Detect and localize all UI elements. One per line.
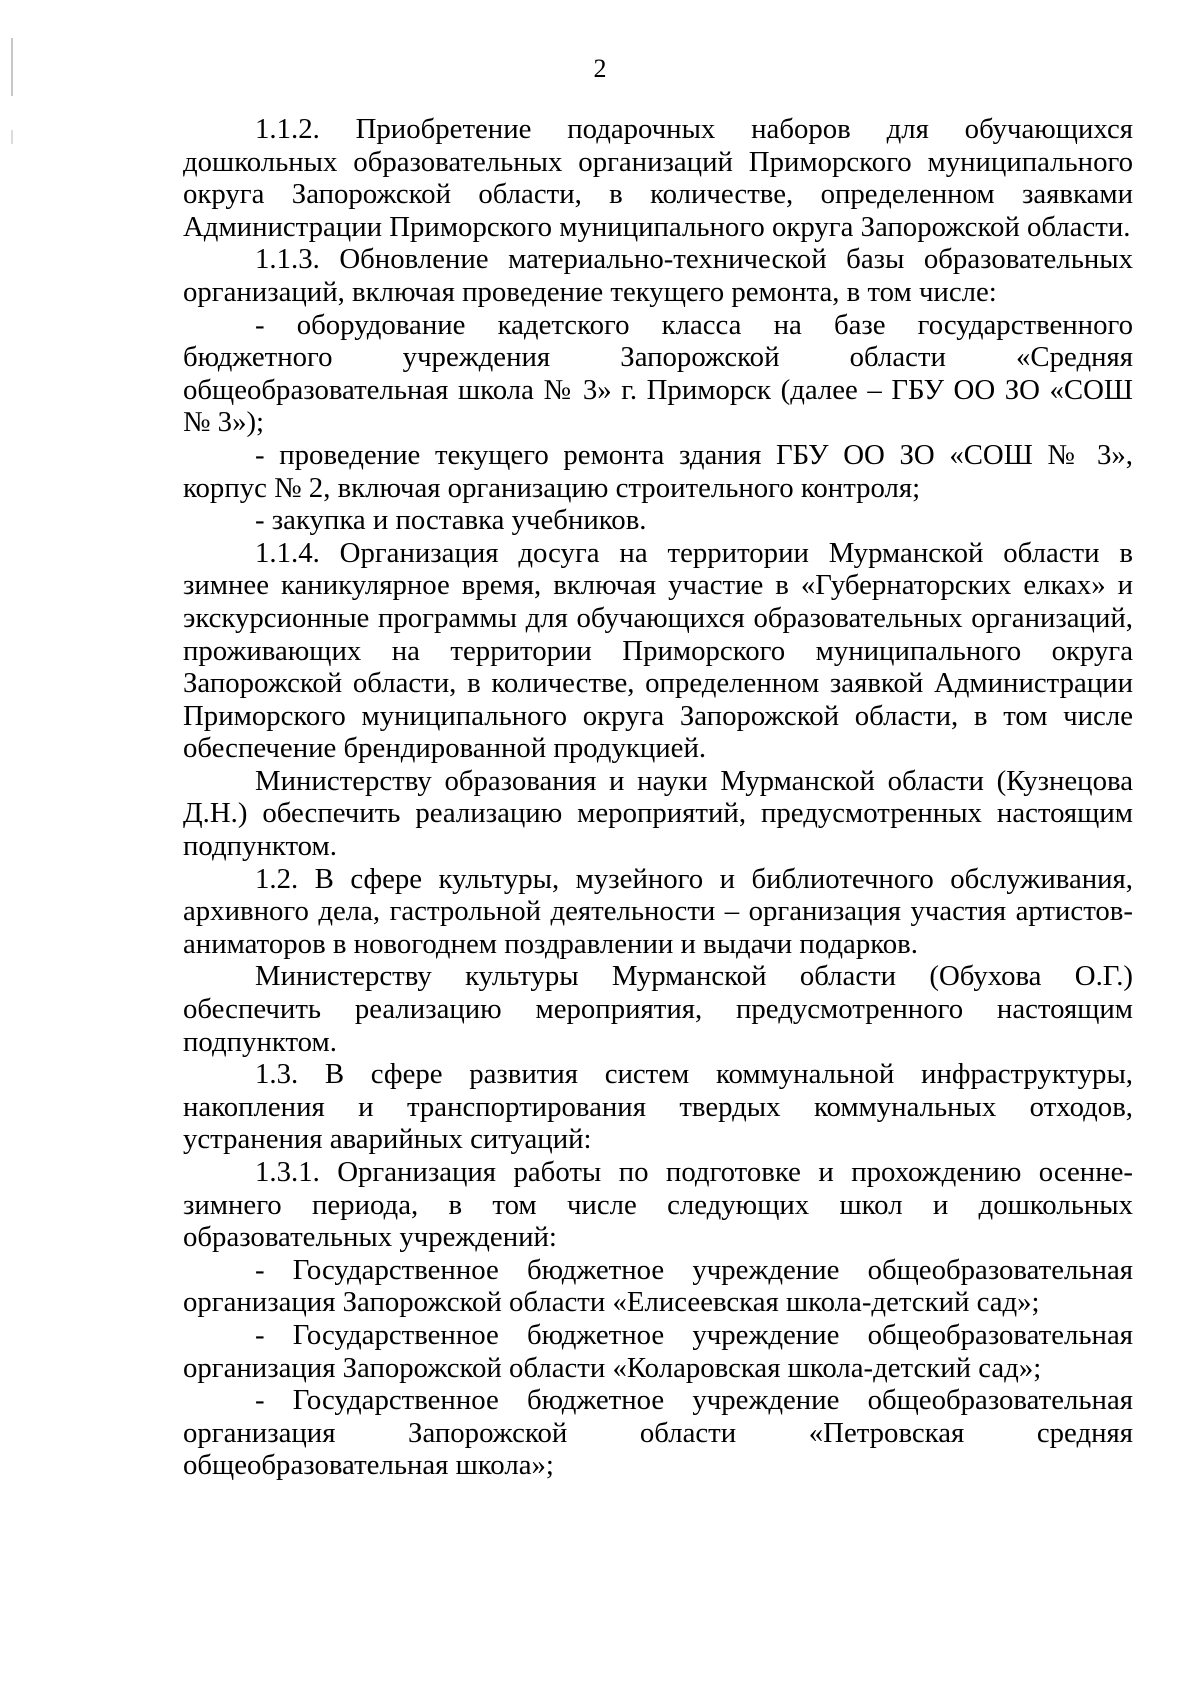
list-item-textbooks: - закупка и поставка учебников. (255, 504, 647, 537)
paragraph-ministry-culture: Министерству культуры Мурманской области (Обухова О.Г.) обеспечить реализацию мероприятия, предусмотренного настоящим подпунктом. (183, 960, 1133, 1058)
list-item-cadet-class: - оборудование кадетского класса на базе государственного бюджетного учреждения Запорожской области «Средняя общеобразовательная школа № 3» г. Приморск (далее – ГБУ ОО ЗО «СОШ № 3»); (183, 308, 1133, 439)
paragraph-1-1-3: 1.1.3. Обновление материально-технической базы образовательных организаций, включая проведение текущего ремонта, в том числе: (183, 243, 1133, 308)
paragraph-1-1-2: 1.1.2. Приобретение подарочных наборов для обучающихся дошкольных образовательных организаций Приморского муниципального округа Запорожской области, в количестве, определенном заявками Администрации Приморского муниципального округа Запорожской области. (183, 113, 1133, 243)
list-item-kolarovskaya: - Государственное бюджетное учреждение общеобразовательная организация Запорожской области «Коларовская школа-детский сад»; (183, 1318, 1133, 1384)
paragraph-1-2: 1.2. В сфере культуры, музейного и библиотечного обслуживания, архивного дела, гастрольной деятельности – организация участия артистов-аниматоров в новогоднем поздравлении и выдачи подарков. (183, 862, 1133, 960)
paragraph-1-3-1: 1.3.1. Организация работы по подготовке и прохождению осенне-зимнего периода, в том числе следующих школ и дошкольных образовательных учреждений: (183, 1156, 1133, 1254)
page-number: 2 (593, 54, 607, 83)
scan-margin-speck (11, 130, 13, 144)
paragraph-1-3: 1.3. В сфере развития систем коммунальной инфраструктуры, накопления и транспортирования твердых коммунальных отходов, устранения аварийных ситуаций: (183, 1058, 1133, 1156)
list-item-petrovskaya: - Государственное бюджетное учреждение общеобразовательная организация Запорожской области «Петровская средняя общеобразовательная школа»; (183, 1384, 1133, 1482)
paragraph-ministry-education: Министерству образования и науки Мурманской области (Кузнецова Д.Н.) обеспечить реализацию мероприятий, предусмотренных настоящим подпунктом. (183, 764, 1133, 863)
list-item-repair: - проведение текущего ремонта здания ГБУ ОО ЗО «СОШ № 3», корпус № 2, включая организацию строительного контроля; (183, 438, 1133, 504)
paragraph-1-1-4: 1.1.4. Организация досуга на территории Мурманской области в зимнее каникулярное время, включая участие в «Губернаторских елках» и экскурсионные программы для обучающихся образовательных организаций, проживающих на территории Приморского муниципального округа Запорожской области, в количестве, определенном заявкой Администрации Приморского муниципального округа Запорожской области, в том числе обеспечение брендированной продукцией. (183, 536, 1133, 765)
document-body (183, 113, 1133, 1482)
list-item-eliseevskaya: - Государственное бюджетное учреждение общеобразовательная организация Запорожской области «Елисеевская школа-детский сад»; (183, 1253, 1133, 1319)
